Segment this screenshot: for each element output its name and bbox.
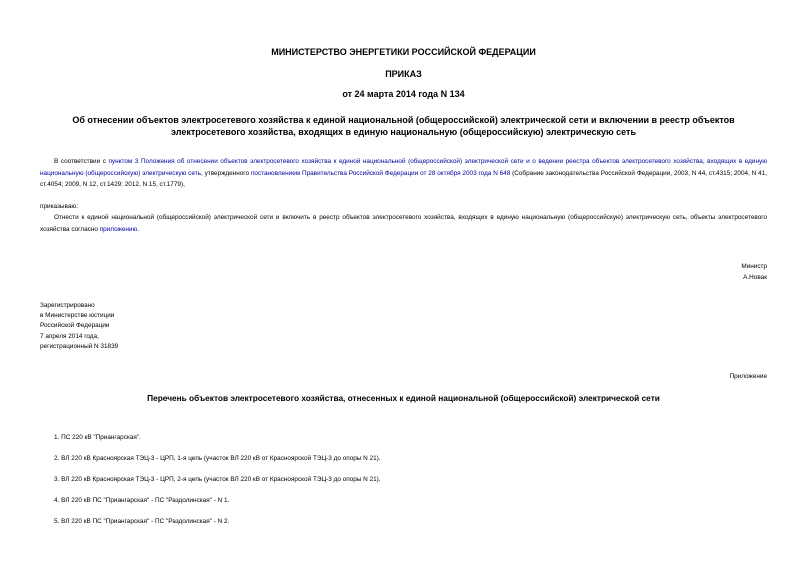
order-title: Об отнесении объектов электросетевого хозяйства к единой национальной (общероссийской) электрической сети и включении в реестр объектов электросетевого хозяйства, входящих в единую национальную (общероссийскую) электрическую сеть xyxy=(72,115,735,137)
basis-prefix: В соответствии с xyxy=(54,158,109,165)
basis-paragraph xyxy=(40,156,767,191)
list-item: 2. ВЛ 220 кВ Красноярская ТЭЦ-3 - ЦРП, 1-я цепь (участок ВЛ 220 кВ от Красноярской ТЭЦ-3 до опоры N 21). xyxy=(54,455,381,462)
body-text: Отнести к единой национальной (общероссийской) электрической сети и включить в реестр объектов электросетевого хозяйства, входящих в единую национальную (общероссийскую) электрическую сеть, объекты электросетевого хозяйства согласно xyxy=(40,214,767,233)
signature-name: А.Новак xyxy=(743,274,767,281)
ministry-heading: МИНИСТЕРСТВО ЭНЕРГЕТИКИ РОССИЙСКОЙ ФЕДЕРАЦИИ xyxy=(271,47,536,57)
signature-position: Министр xyxy=(741,263,767,270)
registration-line: регистрационный N 31839 xyxy=(40,342,119,350)
registration-line: 7 апреля 2014 года, xyxy=(40,332,99,340)
registration-block xyxy=(40,301,118,352)
appendix-link[interactable]: приложению xyxy=(99,225,138,233)
appendix-label: Приложение xyxy=(729,373,767,380)
list-item: 3. ВЛ 220 кВ Красноярская ТЭЦ-3 - ЦРП, 2-я цепь (участок ВЛ 220 кВ от Красноярской ТЭЦ-3 до опоры N 21). xyxy=(54,476,381,483)
regulation-link[interactable]: пунктом 3 Положения об отнесении объектов электросетевого хозяйства к единой национальной (общероссийской) электрической сети и о ведении реестра объектов электросетевого хозяйства, входящих в единую национальную (общероссийскую) электрическую сеть xyxy=(40,158,768,177)
basis-suffix: (Собрание законодательства Российской Федерации, 2003, N 44, ст.4315; 2004, N 41, ст.4054; 2009, N 12, ст.1429; 2012, N 15, ст.1779), xyxy=(40,169,768,188)
registration-line: Зарегистрировано xyxy=(40,302,95,309)
orders-word: приказываю: xyxy=(40,203,78,210)
order-date: от 24 марта 2014 года N 134 xyxy=(342,89,465,99)
order-heading: ПРИКАЗ xyxy=(385,69,422,79)
list-item: 1. ПС 220 кВ "Приангарская". xyxy=(54,434,141,441)
registration-line: Российской Федерации xyxy=(40,322,110,330)
basis-middle: , утвержденного xyxy=(200,169,251,177)
order-body-paragraph xyxy=(40,212,767,235)
government-decree-link[interactable]: постановлением Правительства Российской Федерации от 28 октября 2003 года N 648 xyxy=(250,169,511,177)
registration-line: в Министерстве юстиции xyxy=(40,312,115,320)
list-item: 5. ВЛ 220 кВ ПС "Приангарская" - ПС "Раздолинская" - N 2. xyxy=(54,518,230,525)
signature-block xyxy=(741,261,767,283)
appendix-title: Перечень объектов электросетевого хозяйства, отнесенных к единой национальной (общероссийской) электрической сети xyxy=(147,393,660,403)
body-end: . xyxy=(137,225,140,233)
list-item: 4. ВЛ 220 кВ ПС "Приангарская" - ПС "Раздолинская" - N 1. xyxy=(54,497,230,504)
